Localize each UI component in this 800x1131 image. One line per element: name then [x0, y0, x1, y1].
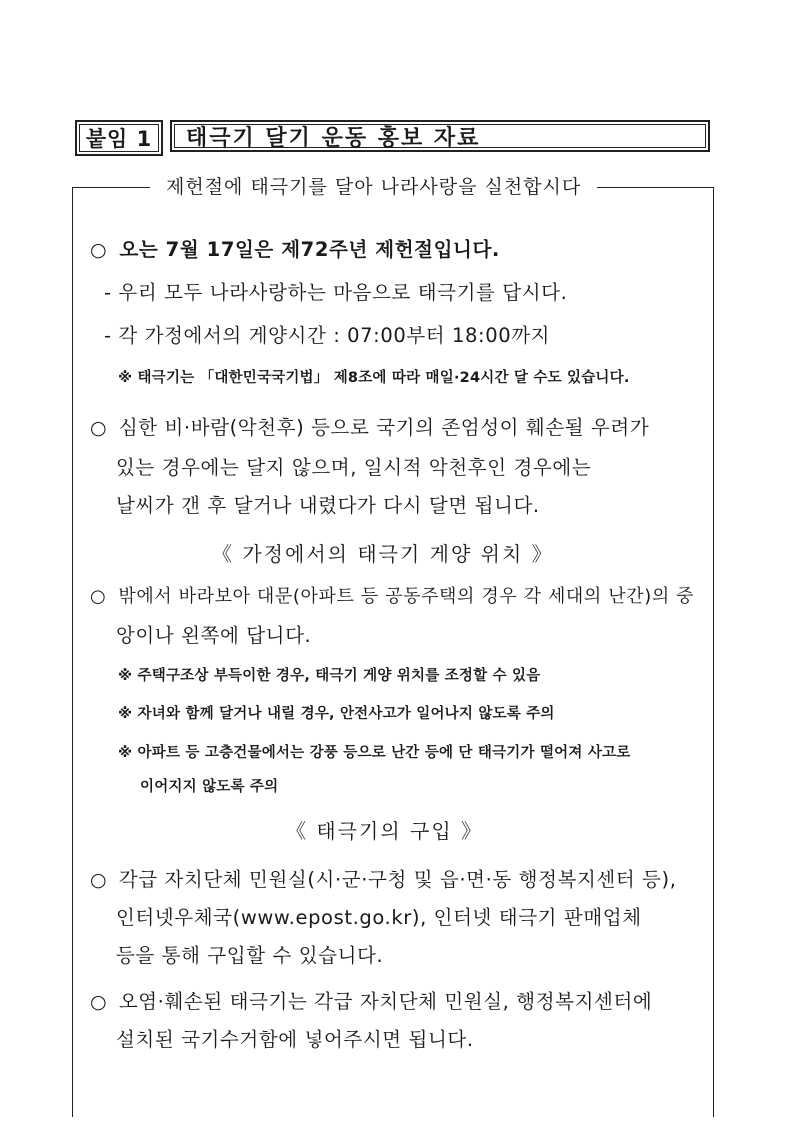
section1-dash2: - 각 가정에서의 게양시간 : 07:00부터 18:00까지 [104, 324, 551, 347]
bullet-circle: ○ [90, 586, 107, 607]
section3-line: 밖에서 바라보아 대문(아파트 등 공동주택의 경우 각 세대의 난간)의 중 [118, 586, 695, 607]
bullet-circle: ○ [90, 869, 108, 891]
section3-line: 앙이나 왼쪽에 답니다. [116, 624, 312, 647]
section5-item [90, 986, 652, 1014]
section1-dash1: - 우리 모두 나라사랑하는 마음으로 태극기를 답시다. [104, 281, 568, 304]
section1-item [90, 234, 500, 262]
bullet-circle: ○ [90, 239, 108, 261]
section1-main-text: 오는 7월 17일은 제72주년 제헌절입니다. [119, 238, 500, 261]
section1-note: ※ 태극기는 「대한민국국기법」 제8조에 따라 매일·24시간 달 수도 있습니다. [118, 370, 630, 386]
section3-note: ※ 아파트 등 고층건물에서는 강풍 등으로 난간 등에 단 태극기가 떨어져 사고로 [118, 745, 631, 761]
section4-line: 등을 통해 구입할 수 있습니다. [116, 944, 384, 967]
section3-item [90, 582, 694, 608]
section2-line: 심한 비·바람(악천후) 등으로 국기의 존엄성이 훼손될 우려가 [118, 416, 650, 439]
section2-line: 있는 경우에는 달지 않으며, 일시적 악천후인 경우에는 [116, 456, 592, 479]
section4-line: 인터넷우체국(www.epost.go.kr), 인터넷 태극기 판매업체 [116, 906, 642, 929]
bullet-circle: ○ [90, 991, 108, 1013]
section2-line: 날씨가 갠 후 달거나 내렸다가 다시 달면 됩니다. [116, 494, 540, 517]
box-title: 제헌절에 태극기를 달아 나라사랑을 실천합시다 [150, 174, 597, 200]
section-heading-position: 《 가정에서의 태극기 게양 위치 》 [212, 542, 554, 566]
section5-line: 설치된 국기수거함에 넣어주시면 됩니다. [116, 1028, 474, 1051]
page-title: 태극기 달기 운동 홍보 자료 [170, 120, 710, 152]
section2-item [90, 412, 649, 440]
section-heading-purchase: 《 태극기의 구입 》 [286, 819, 483, 843]
attachment-tag: 붙임 1 [75, 120, 163, 156]
section3-note-continued: 이어지지 않도록 주의 [140, 779, 279, 795]
bullet-circle: ○ [90, 417, 108, 439]
section3-note: ※ 자녀와 함께 달거나 내릴 경우, 안전사고가 일어나지 않도록 주의 [118, 706, 555, 722]
section5-line: 오염·훼손된 태극기는 각급 자치단체 민원실, 행정복지센터에 [118, 990, 653, 1013]
section4-line: 각급 자치단체 민원실(시·군·구청 및 읍·면·동 행정복지센터 등), [118, 868, 677, 891]
section4-item [90, 864, 677, 892]
section3-note: ※ 주택구조상 부득이한 경우, 태극기 게양 위치를 조정할 수 있음 [118, 668, 541, 684]
